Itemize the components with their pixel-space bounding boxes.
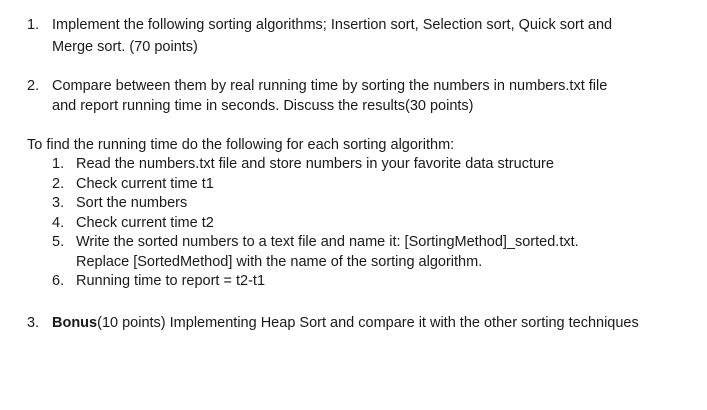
task-1-text-line-2: Merge sort. (70 points) (52, 39, 198, 55)
step-5-text-line-2: Replace [SortedMethod] with the name of the sorting algorithm. (76, 254, 483, 270)
task-2-number: 2. (27, 78, 40, 94)
step-4-number: 4. (52, 215, 65, 231)
step-5-text-line-1: Write the sorted numbers to a text file and name it: [SortingMethod]_sorted.txt. (76, 234, 579, 250)
step-5-number: 5. (52, 234, 65, 250)
step-3-number: 3. (52, 195, 65, 211)
step-1-number: 1. (52, 156, 65, 172)
step-6-number: 6. (52, 273, 65, 289)
step-6-text: Running time to report = t2-t1 (76, 273, 266, 289)
bonus-description: (10 points) Implementing Heap Sort and compare it with the other sorting techniques (97, 315, 639, 331)
task-1-number: 1. (27, 17, 40, 33)
step-2-number: 2. (52, 176, 65, 192)
task-2-text-line-1: Compare between them by real running time by sorting the numbers in numbers.txt file (52, 78, 608, 94)
step-3-text: Sort the numbers (76, 195, 188, 211)
procedure-intro: To find the running time do the following for each sorting algorithm: (27, 137, 455, 153)
task-2-text-line-2: and report running time in seconds. Discuss the results(30 points) (52, 98, 474, 114)
task-3-number: 3. (27, 315, 40, 331)
step-1-text: Read the numbers.txt file and store numbers in your favorite data structure (76, 156, 554, 172)
step-2-text: Check current time t1 (76, 176, 214, 192)
bonus-label: Bonus (52, 315, 98, 331)
task-1-text-line-1: Implement the following sorting algorithms; Insertion sort, Selection sort, Quick sort and (52, 17, 613, 33)
bonus-text (52, 313, 639, 333)
step-4-text: Check current time t2 (76, 215, 214, 231)
